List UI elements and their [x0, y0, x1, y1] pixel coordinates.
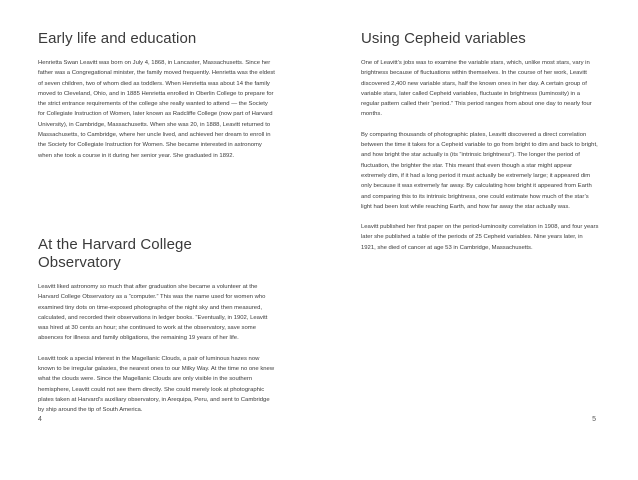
page-number-right: 5	[592, 416, 596, 423]
page-number-left: 4	[38, 416, 42, 423]
heading-cepheid-variables: Using Cepheid variables	[361, 30, 526, 47]
heading-early-life: Early life and education	[38, 30, 197, 47]
section-early-life	[38, 30, 276, 161]
paragraph-cepheid-3: Leavitt published her first paper on the period-luminosity correlation in 1908, and four years later she published a table of the periods of 25 Cepheid variables. Nine years later, in 1921, she died of cancer at age 53 in Cambridge, Massachusetts.	[361, 224, 599, 251]
paragraph-cepheid-1: One of Leavitt’s jobs was to examine the variable stars, which, unlike most stars, vary in brightness because of fluctuations within themselves. In the course of her work, Leavitt discovered 2,400 new variable stars, half the known ones in her day. A certain group of variable stars, later called Cepheid variables, fluctuate in brightness (luminosity) in a regular pattern called their “period.” This period ranges from about one day to nearly four months.	[361, 60, 592, 118]
section-cepheid-variables	[361, 30, 599, 253]
paragraph-harvard-1: Leavitt liked astronomy so much that after graduation she became a volunteer at the Harvard College Observatory as a “computer.” This was the name used for women who examined tiny dots on time-exposed photographs of the night sky and then measured, calculated, and recorded their observations in ledger books. “Eventually, in 1902, Leavitt was hired at 30 cents an hour; she continued to work at the observatory, save some absences for illness and family obligations, the remaining 19 years of her life.	[38, 284, 268, 342]
paragraph-harvard-2: Leavitt took a special interest in the Magellanic Clouds, a pair of luminous hazes now known to be irregular galaxies, the nearest ones to our Milky Way. At the time no one knew what the clouds were. Since the Magellanic Clouds are only visible in the southern hemisphere, Leavitt could not see them directly. She could merely look at photographic plates taken at Harvard’s auxiliary observatory, in Arequipa, Peru, and sent to Cambridge by ship around the tip of South America.	[38, 355, 275, 414]
heading-harvard-observatory: At the Harvard College Observatory	[38, 236, 192, 271]
paragraph-cepheid-2: By comparing thousands of photographic plates, Leavitt discovered a direct correlation between the time it takes for a Cepheid variable to go from bright to dim and back to bright, and how bright the star actually is (its “intrinsic brightness”). The longer the period of fluctuation, the brighter the star. This meant that even though a star might appear extremely dim, if it had a long period it must actually be extremely large; it appeared dim only because it was extremely far away. By calculating how bright it appeared from Earth and comparing this to its intrinsic brightness, one could estimate how much of the star’s light had been lost while reaching Earth, and how far away the star actually was.	[361, 131, 598, 210]
right-page	[319, 0, 638, 480]
paragraph-early-life: Henrietta Swan Leavitt was born on July 4, 1868, in Lancaster, Massachusetts. Since her father was a Congregational minister, the family moved frequently. Henrietta was the eldest of seven children, two of whom died as toddlers. When Henrietta was about 14 the family moved to Cleveland, Ohio, and in 1885 Henrietta enrolled in Oberlin College to prepare for the strict entrance requirements of the college she really wanted to attend — the Society for Collegiate Instruction of Women, later known as Radcliffe College (now part of Harvard University), in Cambridge, Massachusetts. When she was 20, in 1888, Leavitt returned to Massachusetts, to Cambridge, where her uncle lived, and achieved her dream to enroll in the Society for Collegiate Instruction for Women. She became interested in astronomy when she took a course in it during her senior year. She graduated in 1892.	[38, 60, 275, 159]
section-harvard-observatory	[38, 236, 276, 416]
